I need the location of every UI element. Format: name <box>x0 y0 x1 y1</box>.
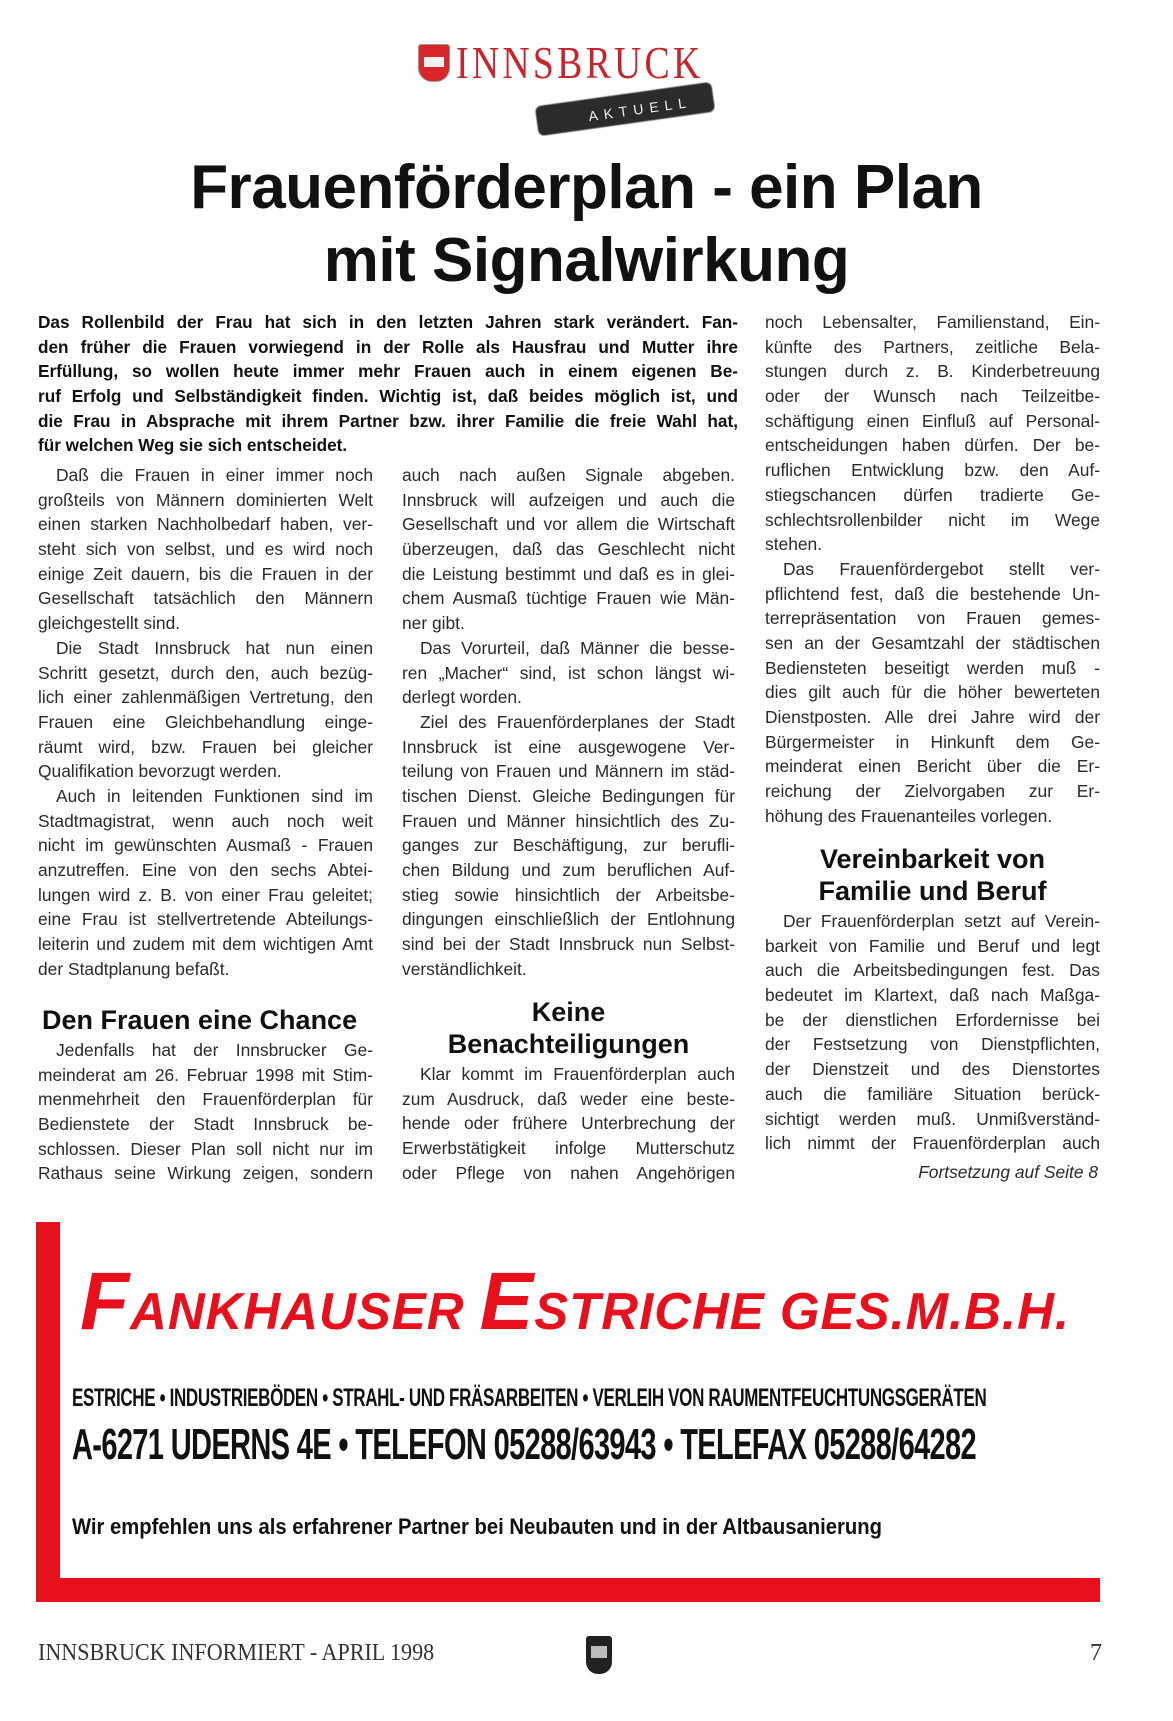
text-line: Jedenfalls hat der Innsbrucker Ge- <box>56 1040 373 1060</box>
lead-paragraph <box>38 310 738 458</box>
text-line: meinderat am 26. Februar 1998 mit Stim- <box>38 1064 373 1085</box>
column-3-body <box>765 310 1100 828</box>
text-line: überzeugen, daß das Geschlecht nicht <box>402 539 735 560</box>
text-line: lich nimmt der Frauenförderplan auch <box>765 1133 1100 1154</box>
text-line: Klar kommt im Frauenförderplan auch <box>420 1064 735 1084</box>
text-line: verständlichkeit. <box>402 958 527 979</box>
text-line: Der Frauenförderplan setzt auf Verein- <box>783 911 1100 931</box>
text-line: Gesellschaft und vor allem die Wirtschaft <box>402 514 735 535</box>
headline-line-1: Frauenförderplan - ein Plan <box>190 153 983 222</box>
text-line: Frauen eine Gleichbehandlung einge- <box>38 711 373 732</box>
ad-address-contact: A-6271 UDERNS 4E • TELEFON 05288/63943 • TELEFAX 05288/64282 <box>72 1420 977 1469</box>
text-line: Bürgermeister in Hinkunft dem Ge- <box>765 731 1100 752</box>
ad-name-initial-f: F <box>80 1256 131 1347</box>
footer-publication: INNSBRUCK INFORMIERT - APRIL 1998 <box>38 1640 435 1666</box>
text-line: Stadtmagistrat, wenn auch noch weit <box>38 810 373 831</box>
text-line: tischen Dienst. Gleiche Bedingungen für <box>402 785 735 806</box>
text-line: Das Frauenfördergebot stellt ver- <box>783 558 1100 579</box>
subheading-vereinbarkeit-von: Vereinbarkeit von <box>819 844 1046 874</box>
text-line: Bediensteten beseitigt werden muß - <box>765 657 1100 678</box>
text-line: sind bei der Stadt Innsbruck nun Selbst- <box>402 934 735 955</box>
column-2-body <box>402 463 735 981</box>
text-line: stiegschancen dürfen tradierte Ge- <box>765 484 1100 505</box>
masthead-subtitle: AKTUELL <box>587 93 693 125</box>
ad-name-part-2: STRICHE GES.M.B.H. <box>534 1283 1070 1341</box>
text-line: lich einer zahlenmäßigen Vertretung, den <box>38 687 373 708</box>
text-line: oder Pflege von nahen Angehörigen <box>402 1162 735 1183</box>
text-line: schlechtsrollenbilder nicht im Wege <box>765 509 1100 530</box>
lead-line: Das Rollenbild der Frau hat sich in den letzten Jahren stark verändert. Fan- <box>38 312 738 332</box>
text-line: sen an der Gesamtzahl der städtischen <box>765 632 1100 653</box>
column-1-body <box>38 463 373 981</box>
text-line: schlossen. Dieser Plan soll nicht nur im <box>38 1138 373 1159</box>
text-line: zum Ausdruck, daß weder eine beste- <box>402 1088 735 1109</box>
ad-name-part-1: ANKHAUSER <box>130 1283 480 1341</box>
ad-slogan: Wir empfehlen uns als erfahrener Partner bei Neubauten und in der Altbausanierung <box>72 1514 882 1539</box>
text-line: Ziel des Frauenförderplanes der Stadt <box>420 711 735 732</box>
column-1-body-continued <box>38 1038 373 1186</box>
coat-of-arms-icon <box>418 44 450 82</box>
text-line: großteils von Männern dominierten Welt <box>38 489 373 510</box>
masthead-logo <box>418 36 718 136</box>
text-line: chem Ausmaß tüchtige Frauen wie Män- <box>402 588 735 609</box>
column-3-body-continued <box>765 909 1100 1156</box>
text-line: auch nach außen Signale abgeben. <box>402 465 735 485</box>
text-line: be der dienstlichen Erfordernisse bei <box>765 1009 1100 1030</box>
text-line: schäftigung einen Einfluß auf Personal- <box>765 410 1100 431</box>
text-line: lungen wird z. B. von einer Frau geleitet; <box>38 884 373 905</box>
text-line: eine Frau ist stellvertretende Abteilungs- <box>38 909 373 930</box>
text-line: entscheidungen haben dürfen. Der be- <box>765 435 1100 456</box>
text-line: Erwerbstätigkeit infolge Mutterschutz <box>402 1138 735 1159</box>
text-line: der Festsetzung von Dienstpflichten, <box>765 1034 1100 1055</box>
text-line: Innsbruck ist eine ausgewogene Ver- <box>402 736 735 757</box>
text-line: ren „Macher“ sind, ist schon längst wi- <box>402 662 735 683</box>
text-line: höhung des Frauenanteiles vorlegen. <box>765 805 1053 826</box>
lead-line: Erfüllung, so wollen heute immer mehr Frauen auch in einem eigenen Be- <box>38 361 738 382</box>
text-line: Daß die Frauen in einer immer noch <box>56 465 373 485</box>
text-line: stehen. <box>765 534 823 555</box>
text-line: hende oder frühere Unterbrechung der <box>402 1113 735 1134</box>
text-line: Rathaus seine Wirkung zeigen, sondern <box>38 1163 373 1184</box>
lead-line: den früher die Frauen vorwiegend in der Rolle als Hausfrau und Mutter ihre <box>38 336 738 357</box>
text-line: Auch in leitenden Funktionen sind im <box>56 785 373 806</box>
text-line: ruflichen Entwicklung bzw. den Auf- <box>765 460 1100 481</box>
text-line: leiterin und zudem mit dem wichtigen Amt <box>38 934 373 955</box>
text-line: meinderat einen Bericht über die Er- <box>765 756 1100 777</box>
text-line: stieg sowie hinsichtlich der Arbeitsbe- <box>402 884 735 905</box>
text-line: die Leistung bestimmt und daß es in glei- <box>402 563 735 584</box>
text-line: der Dienstzeit und des Dienstortes <box>765 1059 1100 1080</box>
text-line: chen Bildung und zum beruflichen Auf- <box>402 860 735 880</box>
text-line: Qualifikation bevorzugt werden. <box>38 761 282 782</box>
text-line: teilung von Frauen und Männern im städ- <box>402 761 735 782</box>
footer-coat-of-arms-icon <box>586 1636 612 1674</box>
text-line: steht sich von selbst, und es wird noch <box>38 539 373 560</box>
text-line: ner gibt. <box>402 613 465 634</box>
masthead-title: INNSBRUCK <box>456 37 704 88</box>
ad-services: ESTRICHE • INDUSTRIEBÖDEN • STRAHL- UND FRÄSARBEITEN • VERLEIH VON RAUMENTFEUCHTUNGSGERÄTEN <box>72 1384 987 1412</box>
text-line: einige Zeit dauern, bis die Frauen in der <box>38 563 373 584</box>
column-2-body-continued <box>402 1062 735 1185</box>
text-line: pflichtend fest, daß die bestehende Un- <box>765 583 1100 604</box>
text-line: stungen durch z. B. Kinderbetreuung <box>765 361 1100 382</box>
text-line: anzutreffen. Eine von den sechs Abtei- <box>38 860 373 880</box>
text-line: reichung der Zielvorgaben zur Er- <box>765 781 1100 802</box>
subheading-keine: Keine <box>531 997 606 1027</box>
subheading-den-frauen-eine-chance: Den Frauen eine Chance <box>42 1005 358 1035</box>
text-line: einen starken Nachholbedarf haben, ver- <box>38 514 373 535</box>
text-line: bedeutet im Klartext, daß nach Maßga- <box>765 985 1100 1006</box>
text-line: Dienstposten. Alle drei Jahre wird der <box>765 707 1100 727</box>
text-line: barkeit von Familie und Beruf und legt <box>765 935 1100 956</box>
text-line: künfte des Partners, zeitliche Bela- <box>765 336 1100 357</box>
lead-line: die Frau in Absprache mit ihrem Partner bzw. ihrer Familie die freie Wahl hat, <box>38 410 738 431</box>
text-line: nicht im gewünschten Ausmaß - Frauen <box>38 835 373 856</box>
lead-line: für welchen Weg sie sich entscheidet. <box>38 435 348 456</box>
ad-name-initial-e: E <box>479 1256 535 1347</box>
text-line: räumt wird, bzw. Frauen bei gleicher <box>38 736 373 757</box>
text-line: menmehrheit den Frauenförderplan für <box>38 1089 373 1110</box>
text-line: der Stadtplanung befaßt. <box>38 958 230 979</box>
text-line: noch Lebensalter, Familienstand, Ein- <box>765 312 1100 332</box>
text-line: derlegt worden. <box>402 687 522 708</box>
text-line: ganges zur Beschäftigung, zur berufli- <box>402 835 735 856</box>
footer-page-number: 7 <box>1090 1640 1102 1666</box>
text-line: oder der Wunsch nach Teilzeitbe- <box>765 386 1100 407</box>
continuation-note: Fortsetzung auf Seite 8 <box>918 1162 1098 1182</box>
text-line: auch die Arbeitsbedingungen fest. Das <box>765 960 1100 981</box>
text-line: gleichgestellt sind. <box>38 613 181 634</box>
ad-frame-vertical-bar <box>36 1222 60 1602</box>
lead-line: ruf Erfolg und Selbständigkeit finden. Wichtig ist, daß beides möglich ist, und <box>38 386 738 407</box>
ad-company-name <box>80 1255 1070 1359</box>
text-line: Bedienstete der Stadt Innsbruck be- <box>38 1114 373 1135</box>
text-line: Gesellschaft tatsächlich den Männern <box>38 588 373 609</box>
ad-frame-horizontal-bar <box>36 1578 1100 1602</box>
text-line: terrepräsentation von Frauen gemes- <box>765 608 1100 629</box>
text-line: Das Vorurteil, daß Männer die besse- <box>420 637 735 658</box>
text-line: Frauen und Männer hinsichtlich des Zu- <box>402 810 735 831</box>
text-line: sichtigt werden muß. Unmißverständ- <box>765 1108 1100 1129</box>
subheading-familie-und-beruf: Familie und Beruf <box>818 876 1047 906</box>
text-line: Die Stadt Innsbruck hat nun einen <box>56 637 373 658</box>
text-line: Innsbruck will aufzeigen und auch die <box>402 489 735 510</box>
subheading-benachteiligungen: Benachteiligungen <box>447 1029 690 1059</box>
text-line: dies gilt auch für die höher bewerteten <box>765 682 1100 703</box>
text-line: auch die familiäre Situation berück- <box>765 1083 1100 1104</box>
headline-line-2: mit Signalwirkung <box>323 226 850 295</box>
text-line: Schritt gesetzt, durch den, auch bezüg- <box>38 662 373 683</box>
text-line: dingungen einschließlich der Entlohnung <box>402 909 735 930</box>
